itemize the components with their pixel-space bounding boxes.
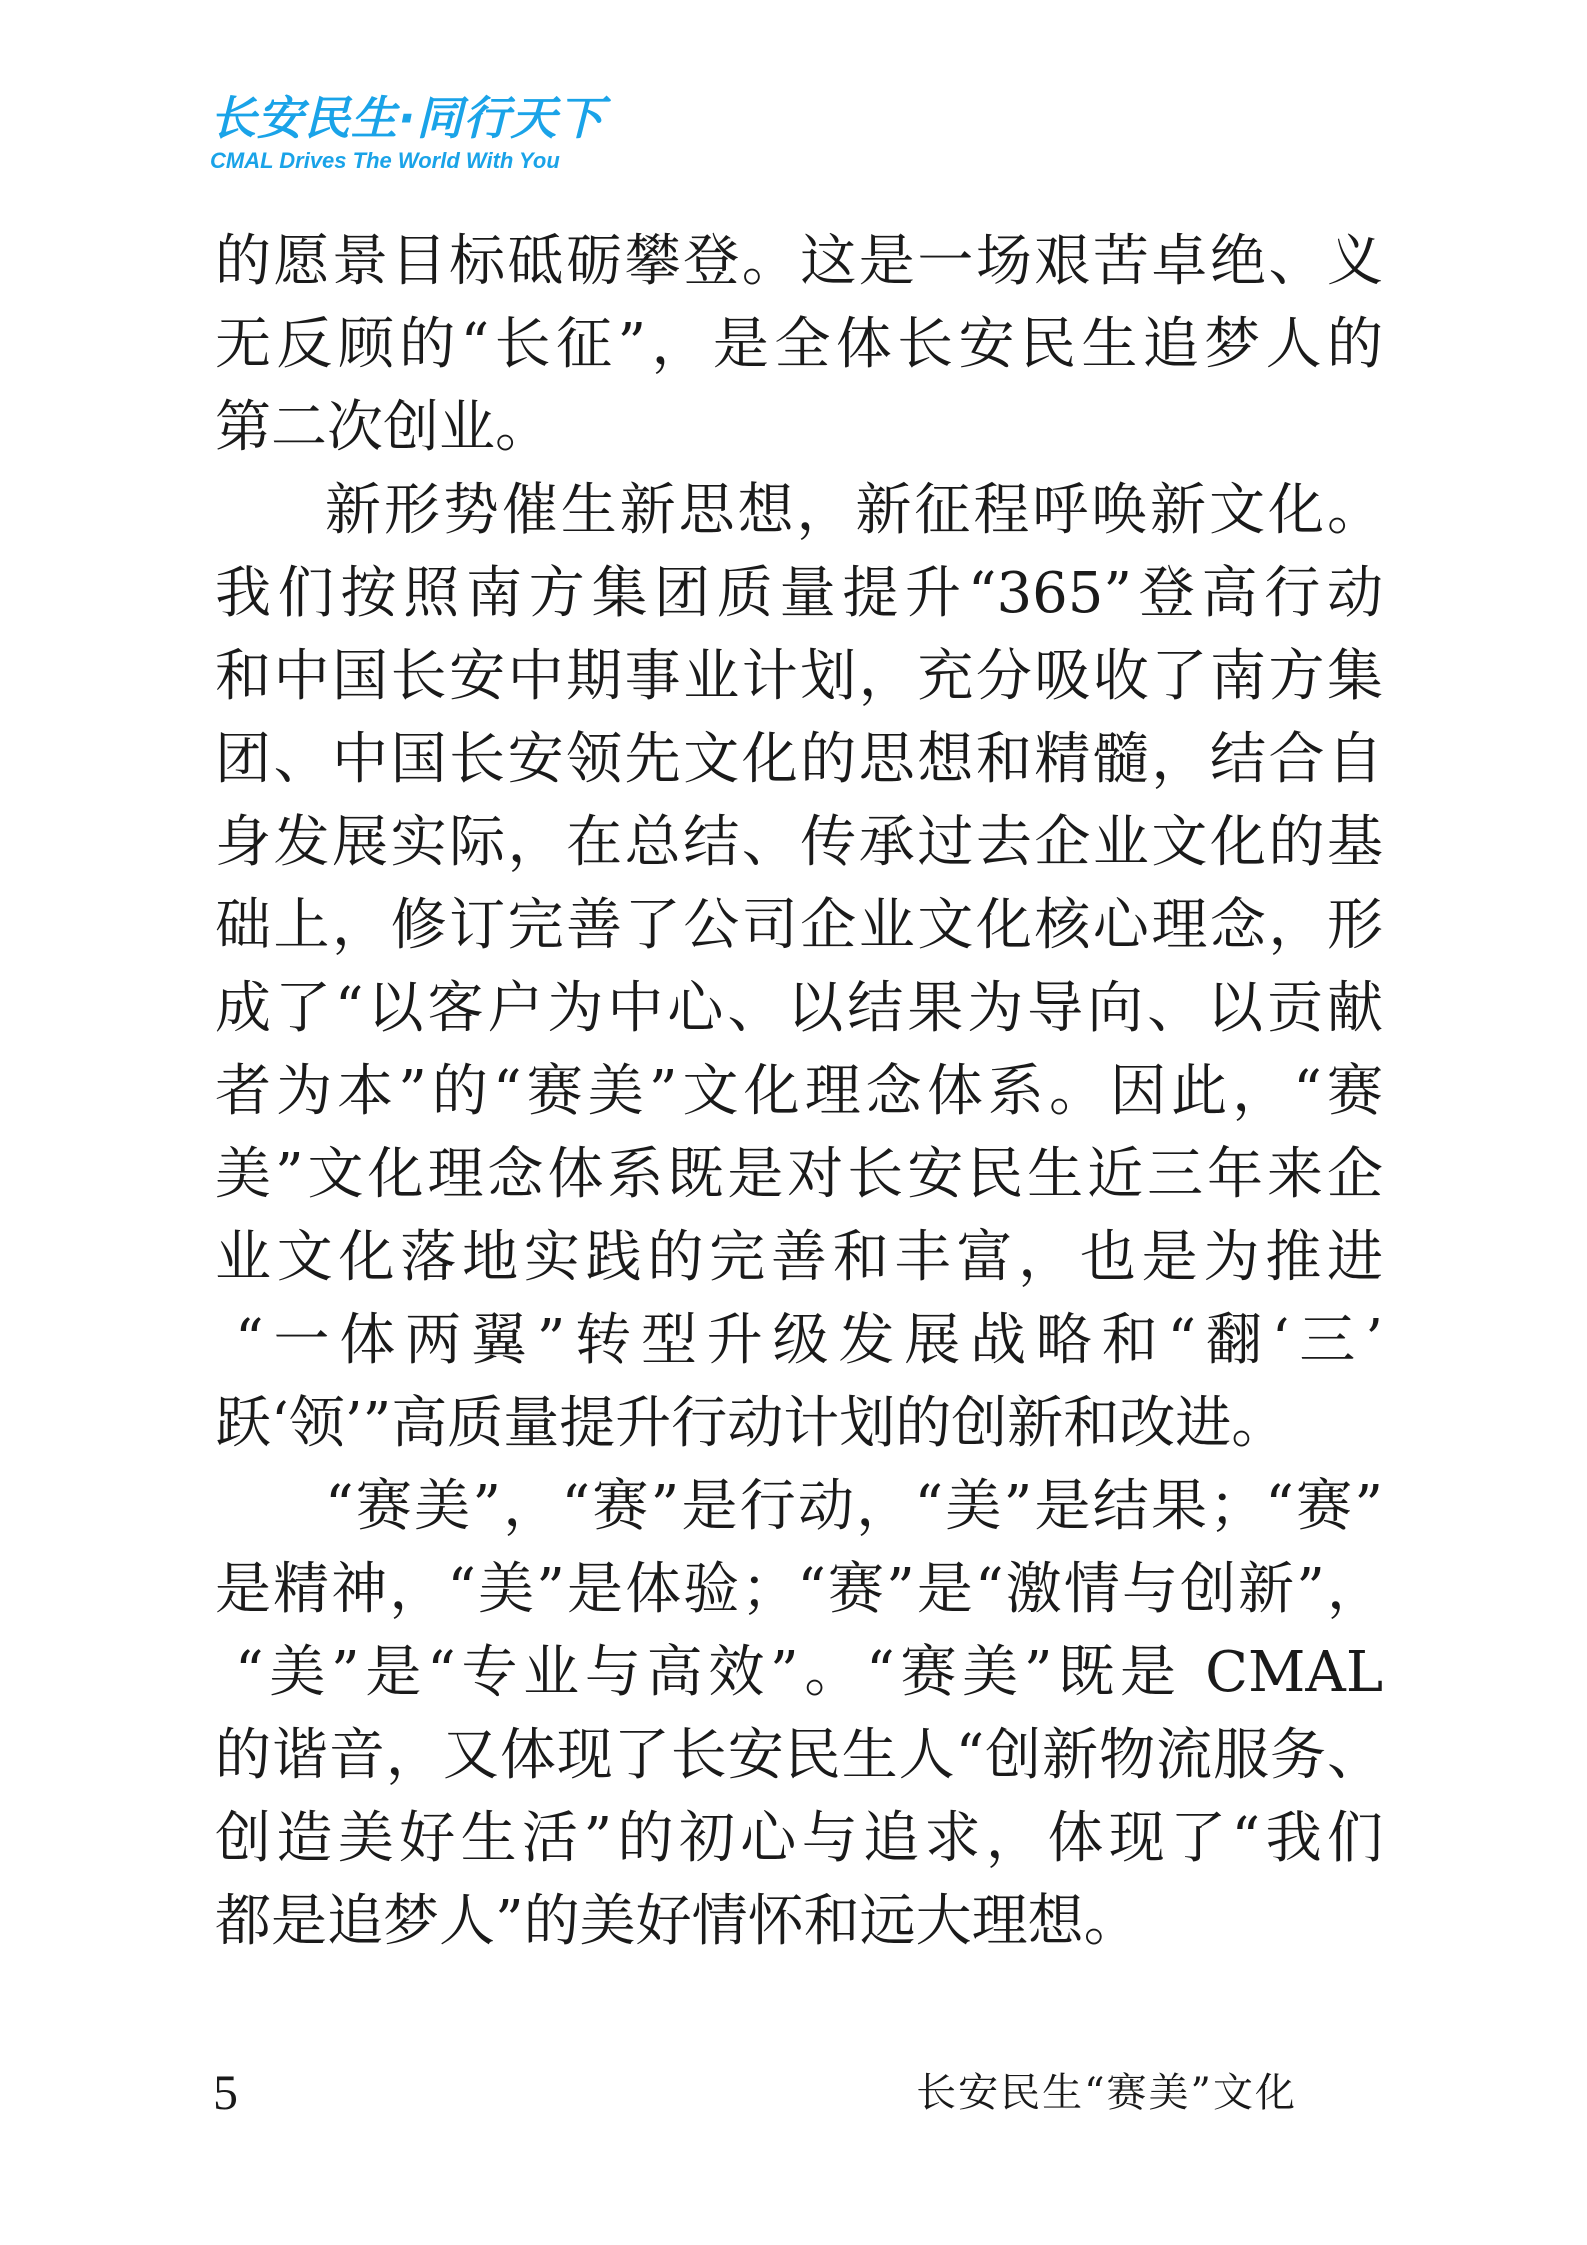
text-line: 第二次创业。	[215, 395, 551, 460]
text-line: 跃‘领’”高质量提升行动计划的创新和改进。	[215, 1391, 1288, 1456]
text-line: 业文化落地实践的完善和丰富，也是为推进	[215, 1225, 1383, 1290]
body-text	[215, 220, 1383, 1963]
text-line: 都是追梦人”的美好情怀和远大理想。	[215, 1889, 1140, 1954]
text-line: 无反顾的“长征”，是全体长安民生追梦人的	[215, 312, 1383, 377]
text-line: 者为本”的“赛美”文化理念体系。因此，“赛	[215, 1059, 1383, 1124]
text-line: 团、中国长安领先文化的思想和精髓，结合自	[215, 727, 1383, 792]
text-line: 美”文化理念体系既是对长安民生近三年来企	[215, 1142, 1383, 1207]
text-line: 我们按照南方集团质量提升“365”登高行动	[215, 561, 1383, 626]
page-number: 5	[213, 2064, 238, 2120]
text-line: “赛美”，“赛”是行动，“美”是结果；“赛”	[325, 1474, 1383, 1539]
text-line: 的愿景目标砥砺攀登。这是一场艰苦卓绝、义	[215, 229, 1383, 294]
text-line: “美”是“专业与高效”。“赛美”既是 CMAL	[235, 1640, 1383, 1705]
text-line: 身发展实际，在总结、传承过去企业文化的基	[215, 810, 1383, 875]
text-line: 是精神，“美”是体验；“赛”是“激情与创新”，	[215, 1557, 1383, 1622]
text-line: 成了“以客户为中心、以结果为导向、以贡献	[215, 976, 1383, 1041]
brand-logo	[210, 92, 670, 174]
text-line: 础上，修订完善了公司企业文化核心理念，形	[215, 893, 1383, 958]
text-line: 的谐音，又体现了长安民生人“创新物流服务、	[215, 1723, 1383, 1788]
text-line: 新形势催生新思想，新征程呼唤新文化。	[325, 478, 1383, 543]
text-line: 创造美好生活”的初心与追求，体现了“我们	[215, 1806, 1383, 1871]
footer-title: 长安民生“赛美”文化	[916, 2070, 1297, 2116]
text-line: 和中国长安中期事业计划，充分吸收了南方集	[215, 644, 1383, 709]
logo-slogan-cn: 长安民生·同行天下	[210, 91, 605, 145]
logo-slogan-en: CMAL Drives The World With You	[210, 148, 560, 173]
text-line: “一体两翼”转型升级发展战略和“翻‘三’	[235, 1308, 1383, 1373]
